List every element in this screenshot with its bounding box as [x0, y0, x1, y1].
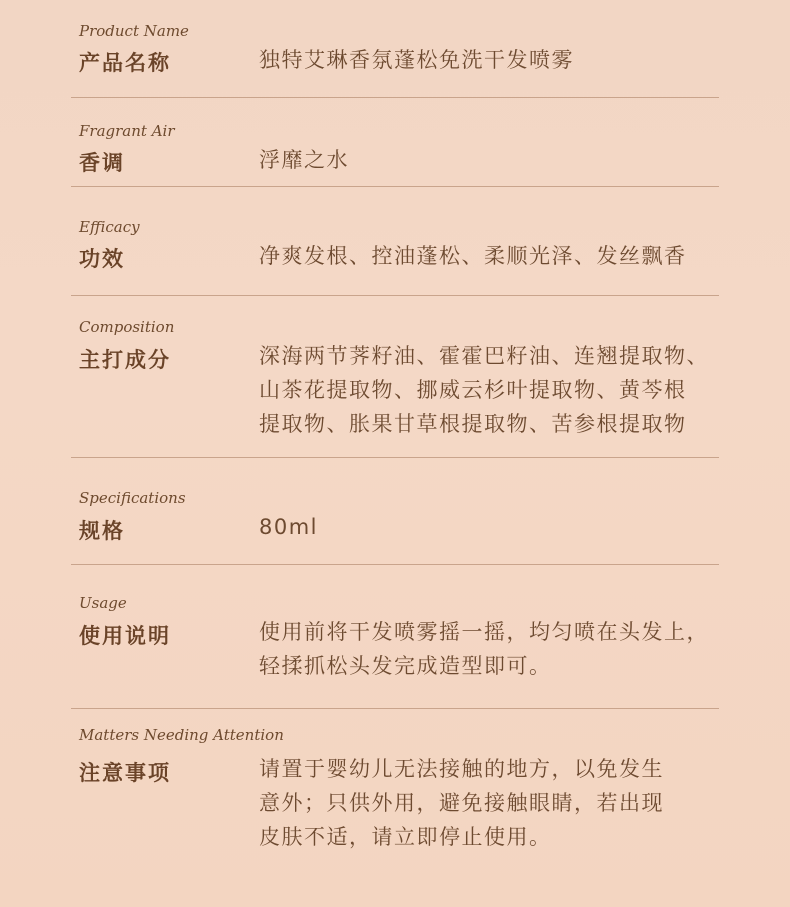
row-value-line: 浮靡之水 — [259, 148, 349, 172]
row-value-line: 轻揉抓松头发完成造型即可。 — [259, 654, 552, 678]
row-label-cn: 主打成分 — [79, 348, 171, 372]
row-value — [259, 239, 759, 273]
row-value — [259, 510, 759, 544]
divider — [71, 708, 719, 709]
row-value-line: 皮肤不适，请立即停止使用。 — [259, 825, 552, 849]
row-label-cn: 使用说明 — [79, 624, 171, 648]
row-value-line: 80ml — [259, 515, 319, 539]
row-label-cn: 注意事项 — [79, 761, 171, 785]
divider — [71, 564, 719, 565]
row-value — [259, 752, 759, 854]
row-value-line: 意外；只供外用，避免接触眼睛，若出现 — [259, 791, 664, 815]
row-value-line: 提取物、胀果甘草根提取物、苦参根提取物 — [259, 412, 687, 436]
row-value-line: 深海两节荠籽油、霍霍巴籽油、连翘提取物、 — [259, 344, 709, 368]
divider — [71, 97, 719, 98]
row-label-cn: 规格 — [79, 519, 125, 543]
row-label-en: Matters Needing Attention — [79, 726, 284, 744]
row-value-line: 净爽发根、控油蓬松、柔顺光泽、发丝飘香 — [259, 244, 687, 268]
row-value — [259, 615, 759, 683]
divider — [71, 457, 719, 458]
row-label-en: Specifications — [79, 489, 186, 507]
row-label-en: Composition — [79, 318, 175, 336]
row-label-cn: 功效 — [79, 247, 125, 271]
row-label-en: Product Name — [79, 22, 189, 40]
divider — [71, 186, 719, 187]
row-value — [259, 143, 759, 177]
row-label-cn: 产品名称 — [79, 51, 171, 75]
row-value-line: 使用前将干发喷雾摇一摇，均匀喷在头发上， — [259, 620, 709, 644]
row-value — [259, 43, 759, 77]
row-label-en: Fragrant Air — [79, 122, 175, 140]
row-label-cn: 香调 — [79, 151, 125, 175]
row-value — [259, 339, 759, 441]
row-value-line: 请置于婴幼儿无法接触的地方，以免发生 — [259, 757, 664, 781]
row-value-line: 山茶花提取物、挪威云杉叶提取物、黄芩根 — [259, 378, 687, 402]
divider — [71, 295, 719, 296]
row-value-line: 独特艾琳香氛蓬松免洗干发喷雾 — [259, 48, 574, 72]
row-label-en: Usage — [79, 594, 127, 612]
row-label-en: Efficacy — [79, 218, 140, 236]
